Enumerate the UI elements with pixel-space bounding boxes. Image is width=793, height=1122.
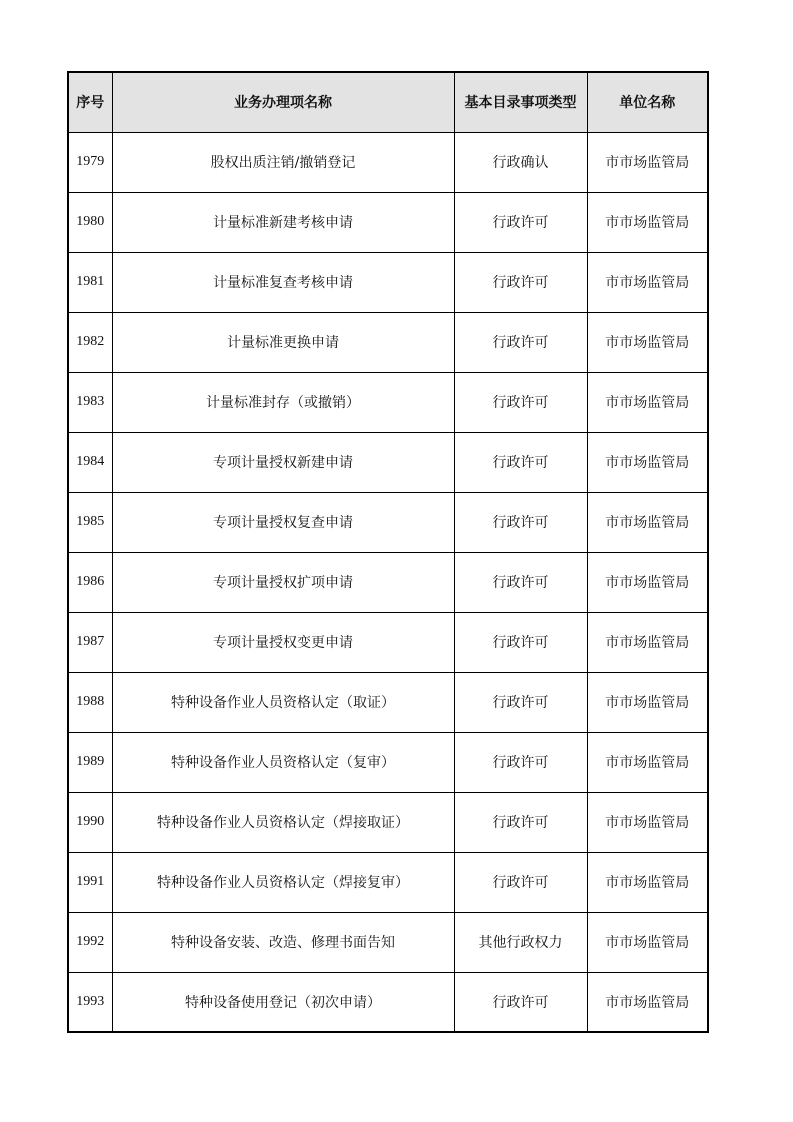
cell-seq: 1982 [68, 312, 112, 372]
cell-seq: 1986 [68, 552, 112, 612]
service-items-table [67, 71, 709, 1033]
table-row [68, 312, 708, 372]
cell-item-type: 行政许可 [454, 252, 587, 312]
table-header-row [68, 72, 708, 132]
table-row [68, 372, 708, 432]
cell-unit-name: 市市场监管局 [587, 492, 708, 552]
cell-unit-name: 市市场监管局 [587, 912, 708, 972]
cell-item-name: 计量标准新建考核申请 [112, 192, 454, 252]
cell-unit-name: 市市场监管局 [587, 792, 708, 852]
cell-seq: 1979 [68, 132, 112, 192]
cell-unit-name: 市市场监管局 [587, 252, 708, 312]
cell-unit-name: 市市场监管局 [587, 192, 708, 252]
cell-item-name: 专项计量授权新建申请 [112, 432, 454, 492]
cell-unit-name: 市市场监管局 [587, 132, 708, 192]
cell-item-name: 专项计量授权复查申请 [112, 492, 454, 552]
cell-seq: 1991 [68, 852, 112, 912]
cell-seq: 1980 [68, 192, 112, 252]
cell-item-type: 行政许可 [454, 732, 587, 792]
cell-unit-name: 市市场监管局 [587, 612, 708, 672]
cell-item-name: 专项计量授权扩项申请 [112, 552, 454, 612]
cell-item-name: 专项计量授权变更申请 [112, 612, 454, 672]
cell-item-name: 特种设备作业人员资格认定（焊接复审） [112, 852, 454, 912]
cell-seq: 1990 [68, 792, 112, 852]
table-row [68, 852, 708, 912]
table-row [68, 192, 708, 252]
table-row [68, 432, 708, 492]
cell-unit-name: 市市场监管局 [587, 312, 708, 372]
table-row [68, 972, 708, 1032]
cell-item-name: 特种设备使用登记（初次申请） [112, 972, 454, 1032]
cell-seq: 1988 [68, 672, 112, 732]
cell-item-type: 行政确认 [454, 132, 587, 192]
service-items-table-wrapper [67, 71, 707, 1033]
table-row [68, 672, 708, 732]
header-item-name: 业务办理项名称 [112, 72, 454, 132]
cell-item-name: 特种设备作业人员资格认定（复审） [112, 732, 454, 792]
table-row [68, 912, 708, 972]
table-row [68, 252, 708, 312]
cell-seq: 1993 [68, 972, 112, 1032]
cell-item-type: 行政许可 [454, 852, 587, 912]
header-seq: 序号 [68, 72, 112, 132]
cell-item-type: 行政许可 [454, 492, 587, 552]
cell-item-type: 行政许可 [454, 672, 587, 732]
cell-unit-name: 市市场监管局 [587, 852, 708, 912]
cell-item-type: 行政许可 [454, 372, 587, 432]
cell-unit-name: 市市场监管局 [587, 672, 708, 732]
table-row [68, 732, 708, 792]
cell-item-type: 行政许可 [454, 552, 587, 612]
table-row [68, 132, 708, 192]
cell-unit-name: 市市场监管局 [587, 552, 708, 612]
cell-unit-name: 市市场监管局 [587, 432, 708, 492]
table-row [68, 492, 708, 552]
cell-item-name: 特种设备作业人员资格认定（取证） [112, 672, 454, 732]
header-item-type: 基本目录事项类型 [454, 72, 587, 132]
table-row [68, 552, 708, 612]
cell-item-type: 行政许可 [454, 312, 587, 372]
cell-seq: 1989 [68, 732, 112, 792]
cell-unit-name: 市市场监管局 [587, 972, 708, 1032]
cell-item-type: 行政许可 [454, 432, 587, 492]
table-body [68, 132, 708, 1032]
cell-item-name: 计量标准复查考核申请 [112, 252, 454, 312]
cell-item-name: 股权出质注销/撤销登记 [112, 132, 454, 192]
header-unit-name: 单位名称 [587, 72, 708, 132]
cell-seq: 1987 [68, 612, 112, 672]
cell-seq: 1984 [68, 432, 112, 492]
cell-item-type: 其他行政权力 [454, 912, 587, 972]
cell-item-name: 计量标准更换申请 [112, 312, 454, 372]
cell-item-name: 计量标准封存（或撤销） [112, 372, 454, 432]
table-row [68, 612, 708, 672]
cell-seq: 1983 [68, 372, 112, 432]
cell-unit-name: 市市场监管局 [587, 372, 708, 432]
table-row [68, 792, 708, 852]
cell-item-type: 行政许可 [454, 792, 587, 852]
cell-unit-name: 市市场监管局 [587, 732, 708, 792]
cell-item-type: 行政许可 [454, 972, 587, 1032]
cell-item-name: 特种设备作业人员资格认定（焊接取证） [112, 792, 454, 852]
cell-seq: 1985 [68, 492, 112, 552]
cell-item-type: 行政许可 [454, 612, 587, 672]
cell-item-name: 特种设备安装、改造、修理书面告知 [112, 912, 454, 972]
cell-item-type: 行政许可 [454, 192, 587, 252]
cell-seq: 1981 [68, 252, 112, 312]
cell-seq: 1992 [68, 912, 112, 972]
